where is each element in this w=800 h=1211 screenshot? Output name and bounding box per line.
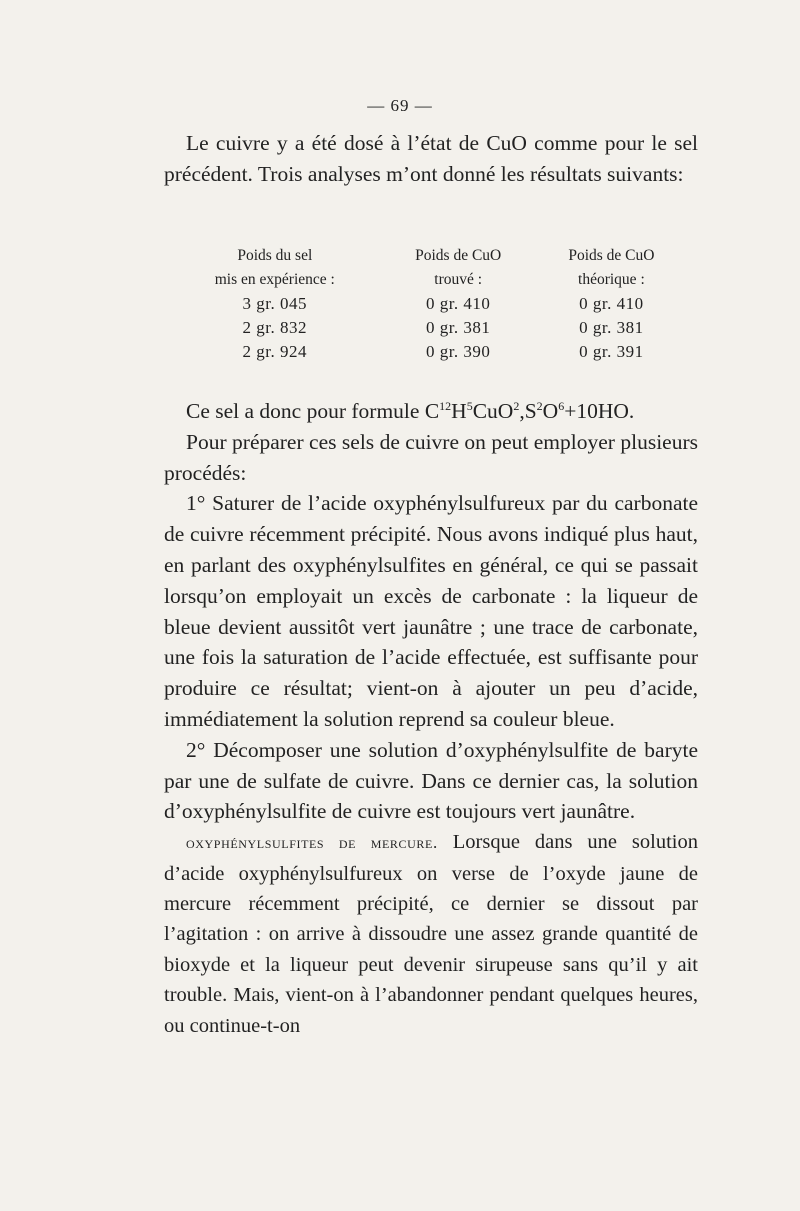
- table-cell: 0 gr. 381: [425, 318, 491, 337]
- table-row: [168, 316, 688, 340]
- table-cell: 3 gr. 045: [242, 294, 308, 313]
- table-cell: 0 gr. 410: [579, 294, 644, 313]
- results-table: [168, 244, 688, 364]
- table-cell: 2 gr. 924: [242, 342, 308, 361]
- item-1-paragraph: 1° Saturer de l’acide oxyphénylsulfureux par du carbonate de cuivre récemment précipité. Nous avons indiqué plus haut, en parlant des oxyphénylsulfites en général, ce qui se passait lorsqu’on employait un excès de carbonate : la liqueur de bleue devient aussitôt vert jaunâtre ; une trace de carbonate, une fois la saturation de l’acide effectuée, est suffisante pour produire ce résultat; vient-on à ajouter un peu d’acide, immédiatement la solution reprend sa couleur bleue.: [164, 491, 698, 731]
- table-header-cell: Poids du sel: [237, 247, 313, 264]
- page-number: — 69 —: [367, 96, 433, 115]
- table-header-row: [168, 268, 688, 292]
- item-2-paragraph: 2° Décomposer une solution d’oxyphénylsulfite de baryte par une de sulfate de cuivre. Dans ce dernier cas, la solution d’oxyphénylsulfite de cuivre est toujours vert jaunâtre.: [164, 737, 698, 824]
- intro-paragraph: Le cuivre y a été dosé à l’état de CuO comme pour le sel précédent. Trois analyses m’ont donné les résultats suivants:: [164, 131, 698, 186]
- table-cell: 0 gr. 390: [425, 342, 491, 361]
- table-header-cell: théorique :: [578, 271, 645, 288]
- procedes-paragraph: Pour préparer ces sels de cuivre on peut employer plusieurs procédés:: [164, 429, 698, 485]
- table-header-cell: mis en expérience :: [214, 271, 335, 288]
- table-header-cell: Poids de CuO: [415, 247, 502, 264]
- table-header-cell: trouvé :: [434, 271, 483, 288]
- table-cell: 2 gr. 832: [242, 318, 308, 337]
- table-header-row: [168, 244, 688, 268]
- mercure-paragraph: oxyphénylsulfites de mercure. Lorsque dans une solution d’acide oxyphénylsulfureux on verse de l’oxyde jaune de mercure récemment précipité, ce dernier se dissout par l’agitation : on arrive à dissoudre une assez grande quantité de bioxyde et la liqueur peut devenir sirupeuse sans qu’il y ait trouble. Mais, vient-on à l’abandonner pendant quelques heures, ou continue-t-on: [164, 831, 698, 1037]
- table-header-cell: Poids de CuO: [568, 247, 655, 264]
- table-cell: 0 gr. 410: [425, 294, 491, 313]
- section-heading: oxyphénylsulfites de mercure.: [186, 833, 438, 853]
- formula-line: Ce sel a donc pour formule $C^{12}H^5CuO^2,S^2O^6+10HO$.: [186, 398, 635, 423]
- table-cell: 0 gr. 381: [579, 318, 644, 337]
- table-row: [168, 340, 688, 364]
- table-cell: 0 gr. 391: [579, 342, 644, 361]
- table-row: [168, 292, 688, 316]
- main-text: [164, 396, 698, 1041]
